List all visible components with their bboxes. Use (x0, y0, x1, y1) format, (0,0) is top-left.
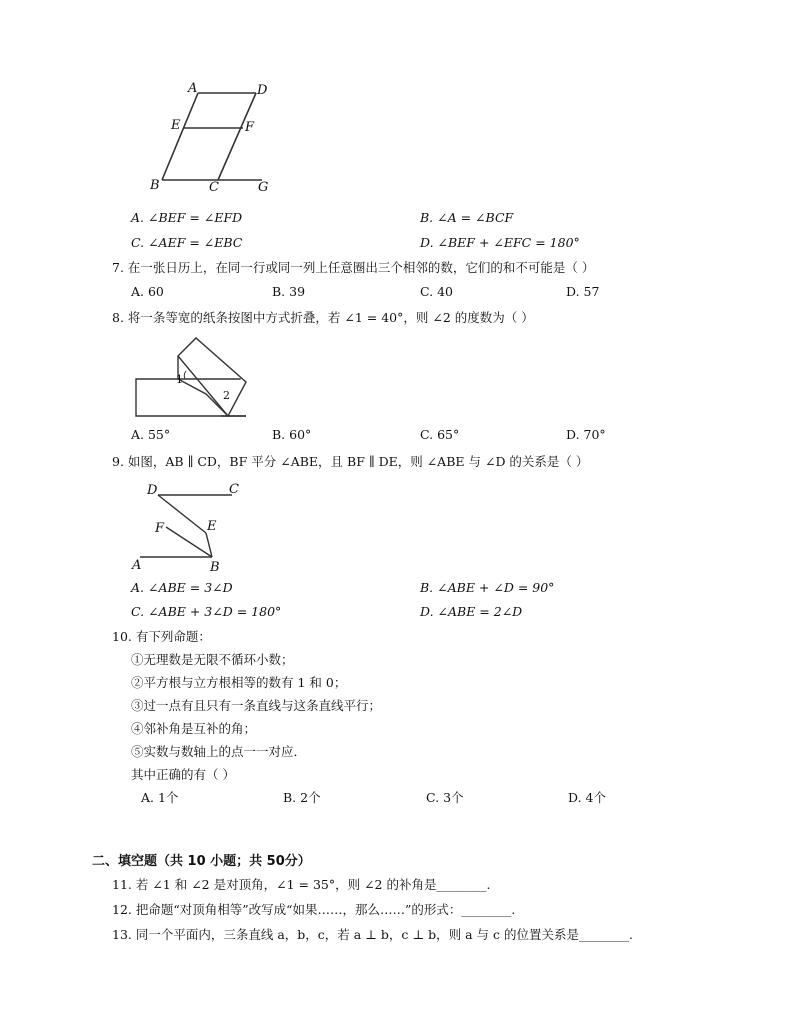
q6-label-D: D (257, 83, 268, 98)
q9-option-a[interactable]: A. ∠ABE = 3∠D (131, 580, 233, 595)
q8-strip-folded (178, 338, 246, 416)
q9-label-A: A (132, 558, 142, 573)
q7-option-c[interactable]: C. 40 (420, 284, 453, 299)
q9-option-c[interactable]: C. ∠ABE + 3∠D = 180° (131, 604, 282, 619)
q6-option-c[interactable]: C. ∠AEF = ∠EBC (131, 235, 243, 250)
q6-label-B: B (150, 178, 160, 193)
q7-option-b[interactable]: B. 39 (272, 284, 306, 299)
q10-option-a[interactable]: A. 1个 (141, 790, 179, 805)
q10-option-c[interactable]: C. 3个 (426, 790, 464, 805)
q11-text: 11. 若 ∠1 和 ∠2 是对顶角，∠1 = 35°，则 ∠2 的补角是________. (112, 877, 491, 892)
q8-label-1: 1 (176, 373, 183, 386)
q8-figure (136, 334, 256, 424)
q8-option-a[interactable]: A. 55° (131, 427, 171, 442)
q9-label-C: C (229, 482, 239, 497)
q10-proposition-5: ⑤实数与数轴上的点一一对应． (131, 744, 307, 759)
q8-stem: 8. 将一条等宽的纸条按图中方式折叠，若 ∠1 = 40°，则 ∠2 的度数为（ ） (112, 310, 534, 325)
q10-stem: 10. 有下列命题： (112, 629, 211, 644)
q10-prompt: 其中正确的有（ ） (131, 767, 235, 782)
q9-option-b[interactable]: B. ∠ABE + ∠D = 90° (420, 580, 555, 595)
q9-line-DE (158, 495, 206, 533)
q6-line-DC (218, 93, 256, 180)
q9-stem: 9. 如图，AB ∥ CD，BF 平分 ∠ABE，且 BF ∥ DE，则 ∠ABE 与 ∠D 的关系是（ ） (112, 454, 589, 469)
q7-option-a[interactable]: A. 60 (131, 284, 164, 299)
q10-proposition-1: ①无理数是无限不循环小数； (131, 652, 294, 667)
q6-label-E: E (171, 118, 181, 133)
q6-option-d[interactable]: D. ∠BEF + ∠EFC = 180° (420, 235, 580, 250)
q6-label-F: F (245, 120, 255, 135)
q10-option-b[interactable]: B. 2个 (283, 790, 321, 805)
q10-proposition-2: ②平方根与立方根相等的数有 1 和 0； (131, 675, 347, 690)
q9-label-E: E (207, 519, 217, 534)
q13-text: 13. 同一个平面内，三条直线 a，b，c，若 a ⊥ b，c ⊥ b，则 a 与 c 的位置关系是________. (112, 927, 633, 942)
q7-option-d[interactable]: D. 57 (566, 284, 600, 299)
q8-option-c[interactable]: C. 65° (420, 427, 460, 442)
q6-figure (140, 80, 280, 200)
q8-option-b[interactable]: B. 60° (272, 427, 312, 442)
q9-option-d[interactable]: D. ∠ABE = 2∠D (420, 604, 523, 619)
q6-option-b[interactable]: B. ∠A = ∠BCF (420, 210, 514, 225)
q9-label-F: F (155, 521, 165, 536)
q6-label-A: A (188, 81, 198, 96)
q6-label-C: C (209, 180, 219, 195)
q8-strip-inner (178, 356, 228, 416)
q6-option-a[interactable]: A. ∠BEF = ∠EFD (131, 210, 243, 225)
q9-label-D: D (147, 483, 158, 498)
q9-label-B: B (210, 560, 220, 575)
q10-option-d[interactable]: D. 4个 (568, 790, 606, 805)
section2-title: 二、填空题（共 10 小题；共 50分） (92, 854, 311, 869)
q9-figure (130, 480, 250, 575)
q10-proposition-3: ③过一点有且只有一条直线与这条直线平行； (131, 698, 382, 713)
q6-label-G: G (258, 180, 269, 195)
q10-proposition-4: ④邻补角是互补的角； (131, 721, 257, 736)
q8-label-2: 2 (223, 389, 230, 402)
q7-stem: 7. 在一张日历上，在同一行或同一列上任意圈出三个相邻的数，它们的和不可能是（ ） (112, 260, 595, 275)
q12-text: 12. 把命题“对顶角相等”改写成“如果……，那么……”的形式：________. (112, 902, 516, 917)
q8-option-d[interactable]: D. 70° (566, 427, 606, 442)
q6-line-AB (162, 93, 198, 180)
q8-angle-1-arc (184, 371, 186, 379)
